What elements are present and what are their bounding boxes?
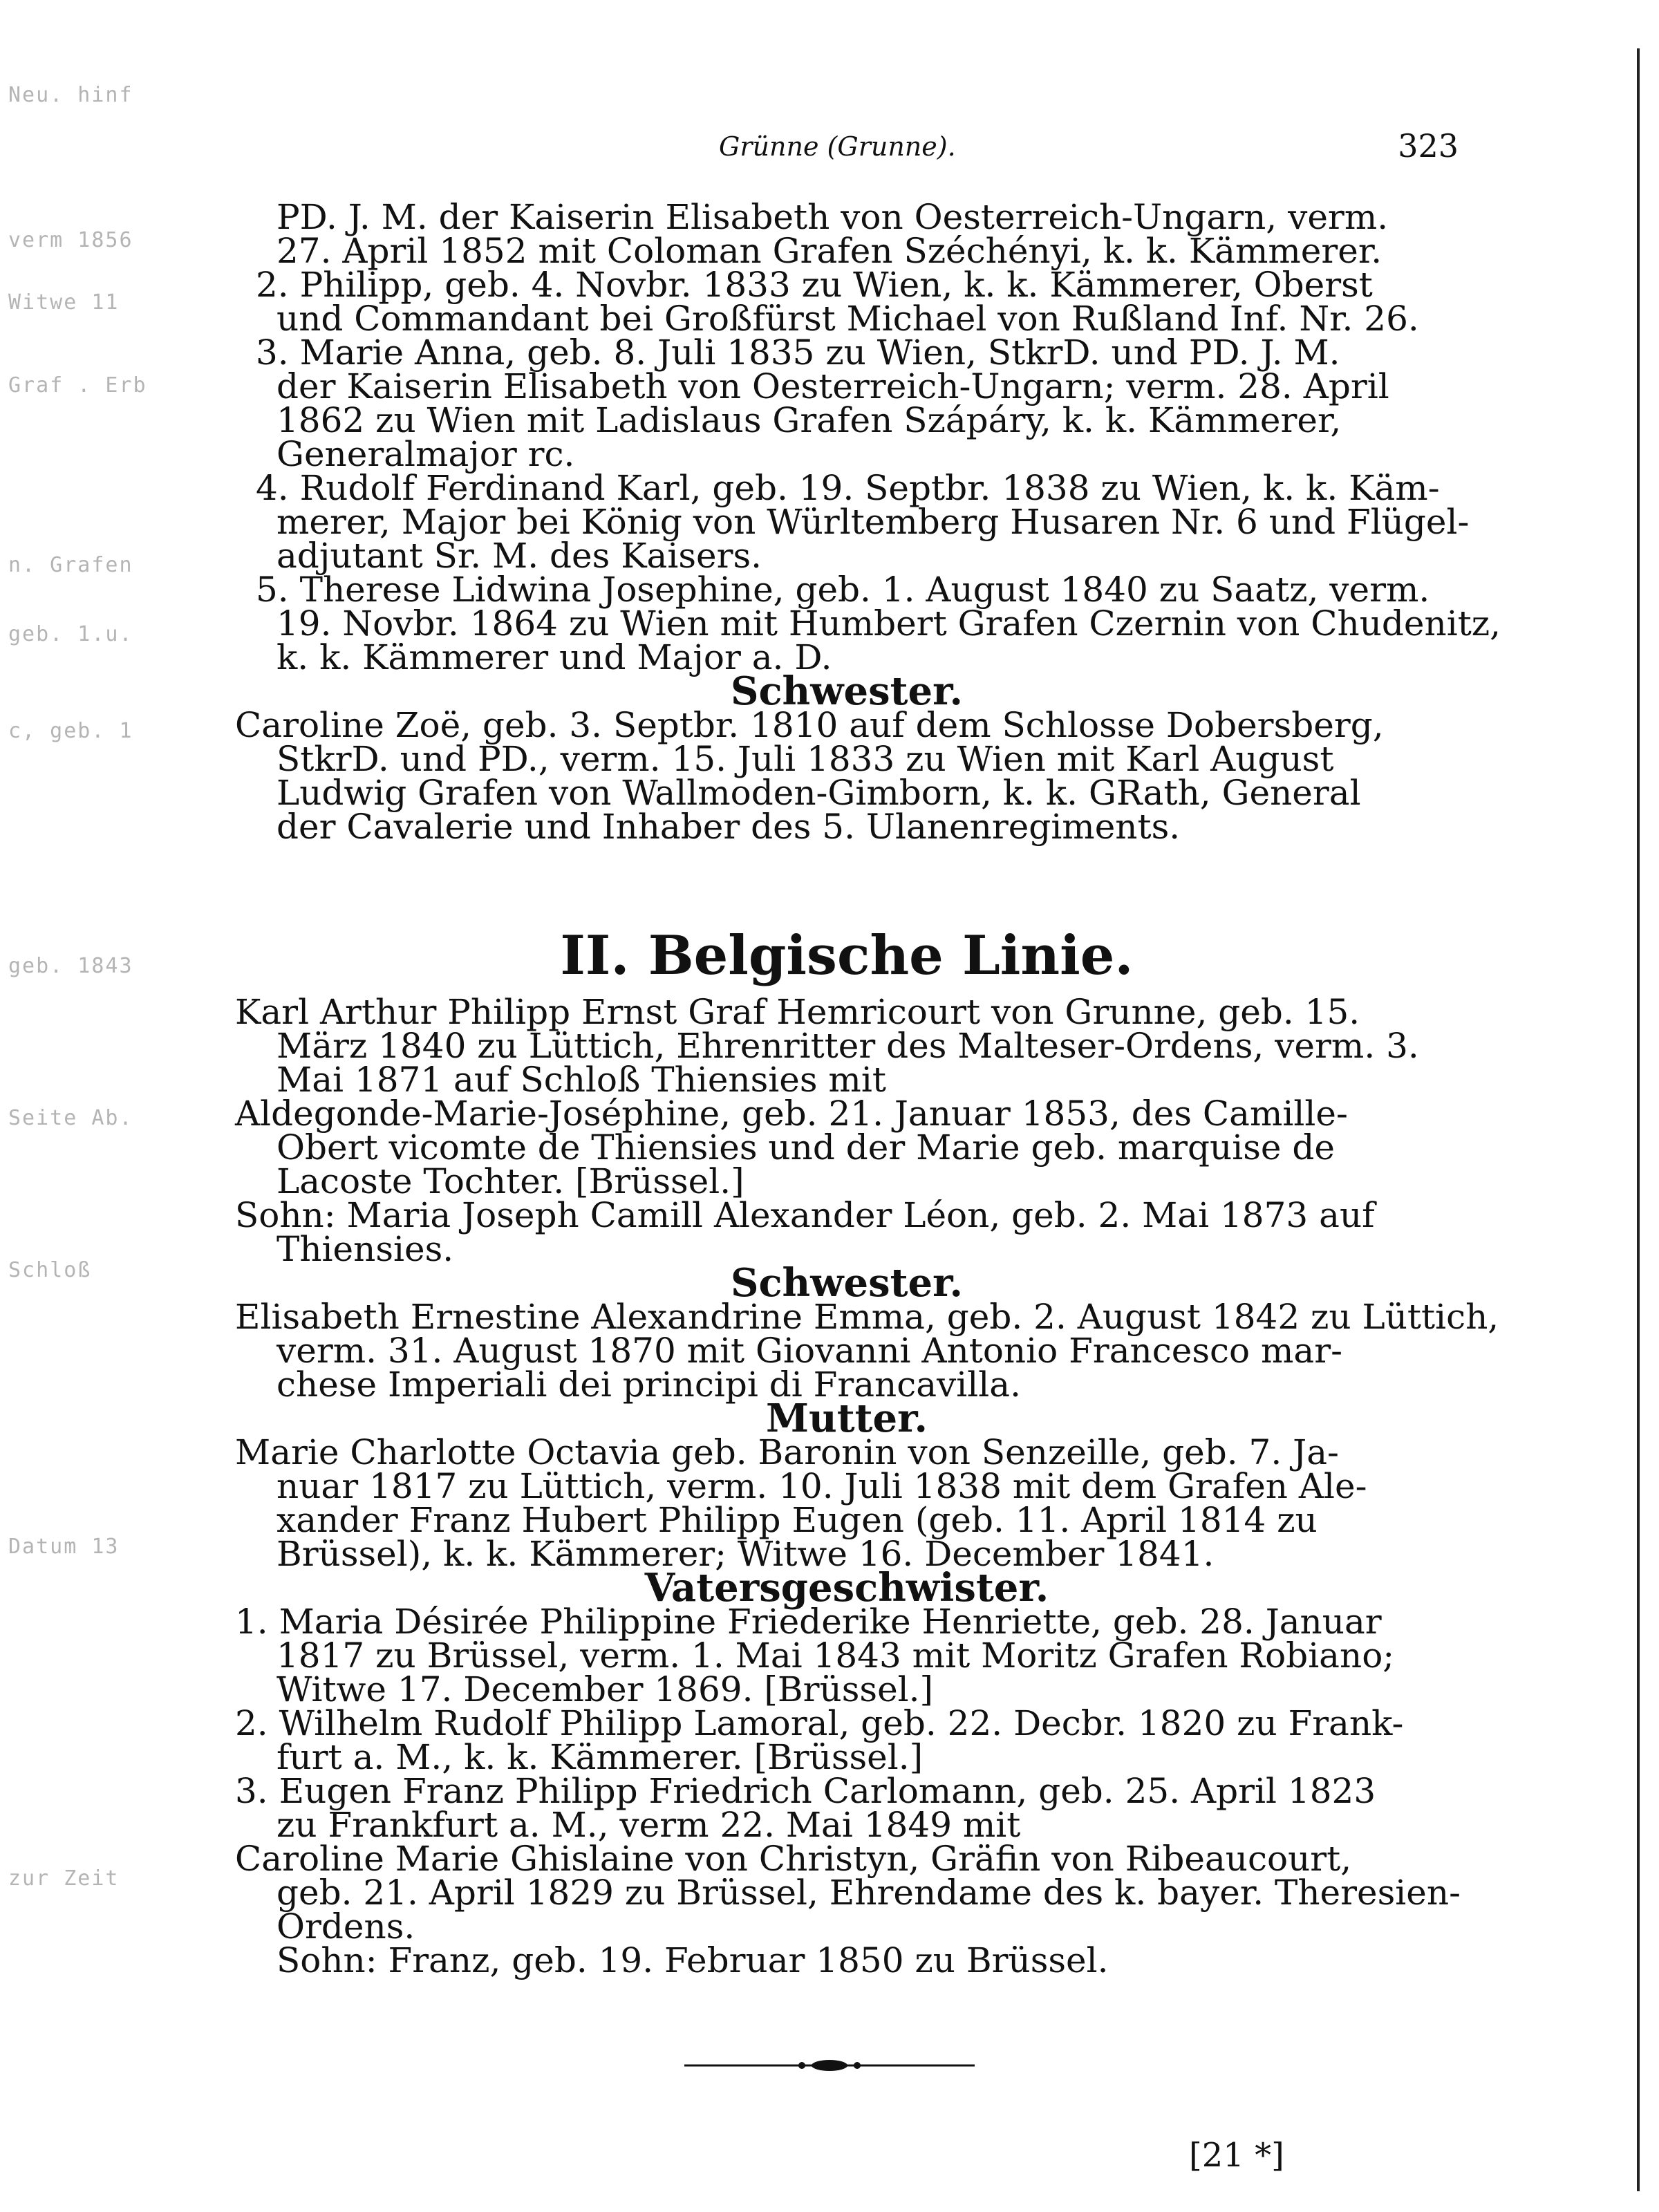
text-line: Caroline Zoë, geb. 3. Septbr. 1810 auf dem Schlosse Dobersberg, — [235, 705, 1384, 745]
ornament-rule — [684, 2059, 975, 2072]
text-line: Marie Charlotte Octavia geb. Baronin von Senzeille, geb. 7. Ja- — [235, 1432, 1339, 1472]
left-page-bleed — [0, 0, 159, 2212]
text-line: Generalmajor rc. — [276, 434, 575, 474]
text-line: Witwe 17. December 1869. [Brüssel.] — [276, 1669, 934, 1709]
bleed-text: Neu. hinf — [8, 83, 133, 107]
text-line: 5. Therese Lidwina Josephine, geb. 1. August 1840 zu Saatz, verm. — [256, 570, 1430, 610]
text-line: StkrD. und PD., verm. 15. Juli 1833 zu Wien mit Karl August — [276, 739, 1334, 779]
heading-mutter: Mutter. — [766, 1396, 928, 1441]
text-line: 3. Marie Anna, geb. 8. Juli 1835 zu Wien, StkrD. und PD. J. M. — [256, 332, 1340, 373]
page-edge — [1637, 48, 1640, 2191]
heading-vatersgeschwister: Vatersgeschwister. — [644, 1565, 1049, 1611]
text-line: PD. J. M. der Kaiserin Elisabeth von Oesterreich-Ungarn, verm. — [276, 197, 1389, 237]
section-title: II. Belgische Linie. — [560, 924, 1134, 987]
text-line: der Cavalerie und Inhaber des 5. Ulanenregiments. — [276, 807, 1181, 847]
text-line: Ordens. — [276, 1906, 415, 1947]
bleed-text: geb. 1843 — [8, 954, 133, 978]
text-line: und Commandant bei Großfürst Michael von Rußland Inf. Nr. 26. — [276, 299, 1419, 339]
bleed-text: zur Zeit — [8, 1866, 120, 1891]
text-line: merer, Major bei König von Würltemberg Husaren Nr. 6 und Flügel- — [276, 502, 1470, 542]
text-line: 4. Rudolf Ferdinand Karl, geb. 19. Septbr. 1838 zu Wien, k. k. Käm- — [256, 468, 1440, 508]
text-line: Brüssel), k. k. Kämmerer; Witwe 16. December 1841. — [276, 1534, 1215, 1574]
bleed-text: c, geb. 1 — [8, 719, 133, 743]
text-line: chese Imperiali dei principi di Francavilla. — [276, 1365, 1021, 1405]
text-line: 3. Eugen Franz Philipp Friedrich Carlomann, geb. 25. April 1823 — [235, 1771, 1376, 1811]
text-line: Sohn: Maria Joseph Camill Alexander Léon, geb. 2. Mai 1873 auf — [235, 1195, 1375, 1235]
text-line: zu Frankfurt a. M., verm 22. Mai 1849 mit — [276, 1805, 1021, 1845]
text-line: nuar 1817 zu Lüttich, verm. 10. Juli 1838 mit dem Grafen Ale- — [276, 1466, 1367, 1506]
bleed-text: Datum 13 — [8, 1535, 120, 1559]
bleed-text: Witwe 11 — [8, 290, 120, 315]
text-line: Ludwig Grafen von Wallmoden-Gimborn, k. k. GRath, General — [276, 773, 1361, 813]
header-title: Grünne (Grunne). — [719, 131, 956, 162]
text-line: verm. 31. August 1870 mit Giovanni Antonio Francesco mar- — [276, 1331, 1342, 1371]
text-line: Mai 1871 auf Schloß Thiensies mit — [276, 1060, 886, 1100]
bleed-text: Seite Ab. — [8, 1106, 133, 1130]
text-line: Thiensies. — [276, 1229, 454, 1269]
text-line: 1817 zu Brüssel, verm. 1. Mai 1843 mit Moritz Grafen Robiano; — [276, 1635, 1395, 1676]
bleed-text: geb. 1.u. — [8, 622, 133, 646]
text-line: 19. Novbr. 1864 zu Wien mit Humbert Grafen Czernin von Chudenitz, — [276, 603, 1501, 644]
bleed-text: n. Grafen — [8, 553, 133, 577]
text-line: k. k. Kämmerer und Major a. D. — [276, 637, 832, 677]
text-line: Elisabeth Ernestine Alexandrine Emma, geb. 2. August 1842 zu Lüttich, — [235, 1297, 1499, 1337]
text-line: der Kaiserin Elisabeth von Oesterreich-Ungarn; verm. 28. April — [276, 366, 1389, 406]
text-line: xander Franz Hubert Philipp Eugen (geb. 11. April 1814 zu — [276, 1500, 1318, 1540]
text-line: Obert vicomte de Thiensies und der Marie geb. marquise de — [276, 1127, 1335, 1168]
running-header — [235, 127, 1459, 180]
text-line: 2. Wilhelm Rudolf Philipp Lamoral, geb. 22. Decbr. 1820 zu Frank- — [235, 1703, 1404, 1743]
text-line: geb. 21. April 1829 zu Brüssel, Ehrendame des k. bayer. Theresien- — [276, 1873, 1461, 1913]
text-line: Lacoste Tochter. [Brüssel.] — [276, 1161, 744, 1201]
bleed-text: Graf . Erb — [8, 373, 147, 397]
bleed-text: verm 1856 — [8, 228, 133, 252]
page-number: 323 — [1398, 127, 1459, 165]
entries-austrian-line — [235, 197, 1501, 847]
heading-schwester: Schwester. — [731, 668, 963, 714]
text-line: 1. Maria Désirée Philippine Friederike Henriette, geb. 28. Januar — [235, 1602, 1382, 1642]
text-line: adjutant Sr. M. des Kaisers. — [276, 536, 762, 576]
text-line: 2. Philipp, geb. 4. Novbr. 1833 zu Wien, k. k. Kämmerer, Oberst — [256, 265, 1373, 305]
text-line: furt a. M., k. k. Kämmerer. [Brüssel.] — [276, 1737, 924, 1777]
text-line: Aldegonde-Marie-Joséphine, geb. 21. Januar 1853, des Camille- — [235, 1094, 1348, 1134]
signature-mark: [21 *] — [1189, 2136, 1284, 2175]
heading-schwester: Schwester. — [731, 1260, 963, 1306]
text-line: Sohn: Franz, geb. 19. Februar 1850 zu Brüssel. — [276, 1940, 1109, 1980]
text-line: März 1840 zu Lüttich, Ehrenritter des Malteser-Ordens, verm. 3. — [276, 1026, 1419, 1066]
text-line: 27. April 1852 mit Coloman Grafen Széchényi, k. k. Kämmerer. — [276, 231, 1382, 271]
text-line: Karl Arthur Philipp Ernst Graf Hemricourt von Grunne, geb. 15. — [235, 992, 1360, 1032]
text-line: 1862 zu Wien mit Ladislaus Grafen Szápáry, k. k. Kämmerer, — [276, 400, 1342, 440]
text-line: Caroline Marie Ghislaine von Christyn, Gräfin von Ribeaucourt, — [235, 1839, 1352, 1879]
entries-belgian-line — [235, 992, 1499, 1980]
bleed-text: Schloß — [8, 1258, 92, 1282]
